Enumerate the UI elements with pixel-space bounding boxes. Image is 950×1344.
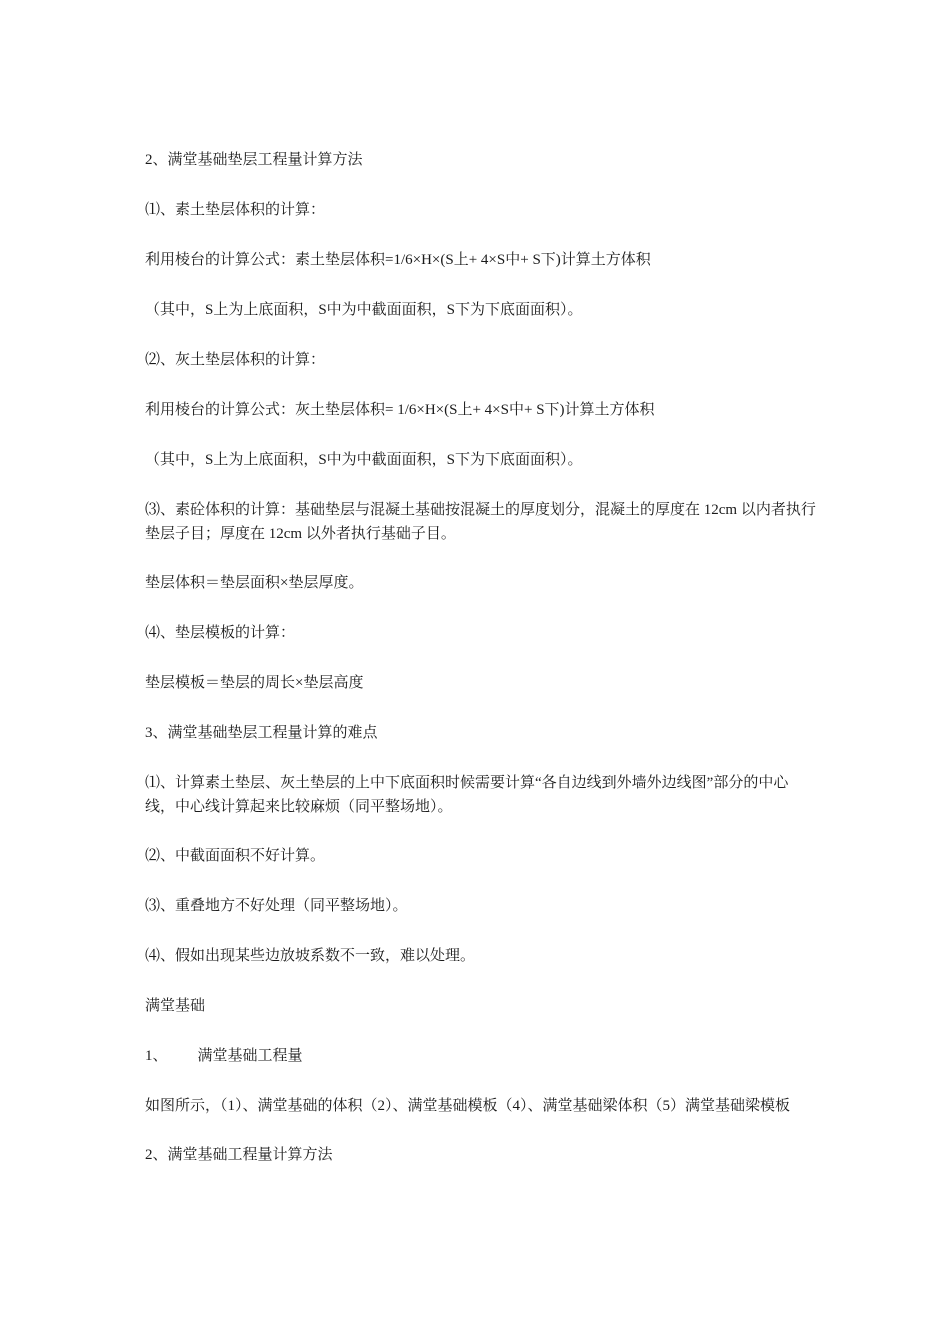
section-heading: 3、满堂基础垫层工程量计算的难点 (145, 725, 378, 741)
list-item: ⑷、假如出现某些边放坡系数不一致，难以处理。 (145, 948, 476, 964)
formula-note: （其中，S上为上底面积，S中为中截面面积，S下为下底面面积）。 (145, 452, 583, 468)
formula-paragraph: 利用棱台的计算公式：素土垫层体积=1/6×H×(S上+ 4×S中+ S下)计算土方体积 (145, 252, 651, 268)
subsection-heading: ⑷、垫层模板的计算： (145, 625, 296, 641)
section-heading: 2、满堂基础工程量计算方法 (145, 1147, 333, 1163)
body-paragraph: ⑶、素砼体积的计算：基础垫层与混凝土基础按混凝土的厚度划分，混凝土的厚度在 12cm 以内者执行垫层子目；厚度在 12cm 以外者执行基础子目。 (145, 502, 816, 542)
document-page (145, 148, 817, 1193)
formula-paragraph: 垫层模板＝垫层的周长×垫层高度 (145, 675, 364, 691)
formula-paragraph: 垫层体积＝垫层面积×垫层厚度。 (145, 575, 364, 591)
formula-note: （其中，S上为上底面积，S中为中截面面积，S下为下底面面积）。 (145, 302, 583, 318)
list-item: ⑶、重叠地方不好处理（同平整场地）。 (145, 898, 408, 914)
body-paragraph: 如图所示，（1）、满堂基础的体积（2）、满堂基础模板（4）、满堂基础梁体积（5）满堂基础梁模板 (145, 1098, 791, 1114)
section-heading: 1、 满堂基础工程量 (145, 1048, 303, 1064)
subsection-heading: ⑴、素土垫层体积的计算： (145, 202, 326, 218)
formula-paragraph: 利用棱台的计算公式：灰土垫层体积= 1/6×H×(S上+ 4×S中+ S下)计算土方体积 (145, 402, 655, 418)
list-item: ⑵、中截面面积不好计算。 (145, 848, 326, 864)
section-heading: 2、满堂基础垫层工程量计算方法 (145, 152, 363, 168)
subsection-heading: ⑵、灰土垫层体积的计算： (145, 352, 326, 368)
body-paragraph: ⑴、计算素土垫层、灰土垫层的上中下底面积时候需要计算“各自边线到外墙外边线图”部分的中心线，中心线计算起来比较麻烦（同平整场地）。 (145, 775, 789, 815)
section-title: 满堂基础 (145, 998, 206, 1014)
